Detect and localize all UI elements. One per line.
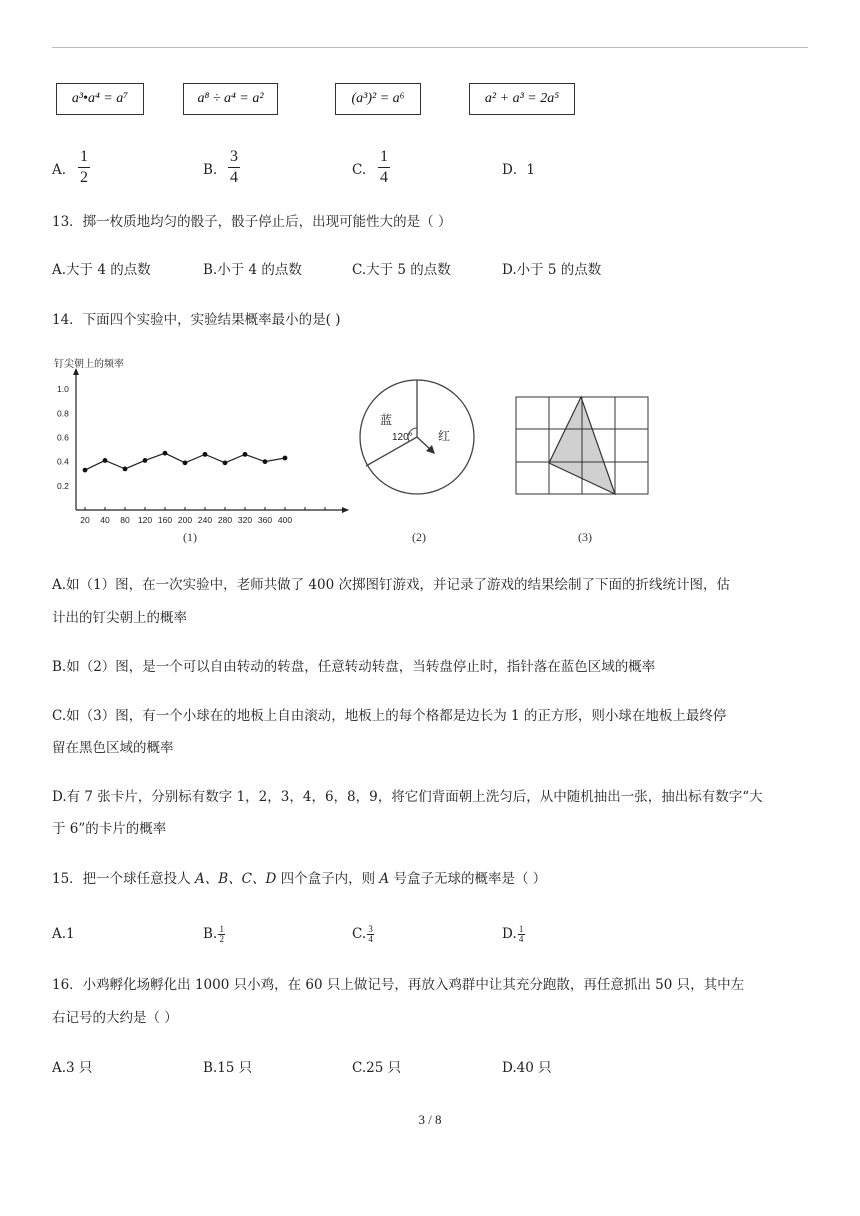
q16-stem-line2: 右记号的大约是（ ） xyxy=(52,1010,178,1026)
spinner-angle-label: 120° xyxy=(392,432,413,443)
q15-stem-part: 15．把一个球任意投人 xyxy=(52,871,195,887)
frequency-line-chart xyxy=(50,355,360,523)
figure-1-caption: (1) xyxy=(183,530,197,544)
x-tick-label: 400 xyxy=(277,515,293,523)
x-tick-label: 40 xyxy=(100,515,110,523)
option-label: C. xyxy=(352,926,367,942)
figure-2-caption: (2) xyxy=(412,530,426,544)
y-tick-label: 1.0 xyxy=(57,384,69,395)
q14-option-c-line2: 留在黑色区域的概率 xyxy=(52,740,174,756)
q14-option-a-line1: A.如（1）图，在一次实验中，老师共做了 400 次掷图钉游戏，并记录了游戏的结果绘制了下面的折线统计图，估 xyxy=(52,577,730,593)
q15-stem-part: 四个盒子内，则 xyxy=(276,871,380,887)
y-tick-label: 0.8 xyxy=(57,408,69,419)
denominator: 4 xyxy=(380,169,388,186)
y-tick-label: 0.4 xyxy=(57,456,69,467)
x-tick-label: 240 xyxy=(197,515,213,523)
q16-option-c: C.25 只 xyxy=(352,1060,402,1076)
data-point xyxy=(223,460,228,465)
q16-stem-line1: 16．小鸡孵化场孵化出 1000 只小鸡，在 60 只上做记号，再放入鸡群中让其充分跑散，再任意抓出 50 只，其中左 xyxy=(52,977,745,993)
q14-stem: 14．下面四个实验中，实验结果概率最小的是( ) xyxy=(52,312,341,328)
q15-stem-part: 号盒子无球的概率是（ ） xyxy=(389,871,547,887)
chart-title: 钉尖朝上的频率 xyxy=(54,359,124,370)
y-tick-label: 0.6 xyxy=(57,432,69,443)
grid-lines xyxy=(516,397,648,494)
data-point xyxy=(243,452,248,457)
x-tick-label: 120 xyxy=(137,515,153,523)
denominator: 4 xyxy=(518,934,524,944)
formula-card-1: a³•a⁴ = a⁷ xyxy=(56,83,144,115)
q14-option-c-line1: C.如（3）图，有一个小球在的地板上自由滚动，地板上的每个格都是边长为 1 的正方形，则小球在地板上最终停 xyxy=(52,708,727,724)
q12-option-b-label: B. xyxy=(203,162,218,178)
q12-option-a-fraction xyxy=(78,148,90,187)
page-number: 3 / 8 xyxy=(418,1112,442,1127)
q16-option-a: A.3 只 xyxy=(52,1060,93,1076)
formula-card-3: (a³)² = a⁶ xyxy=(335,83,421,115)
x-tick-label: 200 xyxy=(177,515,193,523)
spinner-label-red: 红 xyxy=(438,429,451,443)
q12-option-a-label: A. xyxy=(52,162,67,178)
data-point xyxy=(283,456,288,461)
q15-option-d-fraction xyxy=(518,925,525,944)
denominator: 4 xyxy=(230,169,238,186)
data-point xyxy=(143,458,148,463)
header-rule xyxy=(52,47,808,48)
x-tick-label: 20 xyxy=(80,515,90,523)
denominator: 2 xyxy=(80,169,88,186)
data-point xyxy=(163,451,168,456)
formula-card-2: a⁸ ÷ a⁴ = a² xyxy=(183,83,278,115)
q12-option-d: D．1 xyxy=(502,162,535,178)
numerator: 3 xyxy=(368,924,373,934)
denominator: 4 xyxy=(368,934,373,944)
q15-box-letters: A、B、C、D xyxy=(194,871,277,887)
numerator: 1 xyxy=(80,148,88,165)
q13-stem: 13．掷一枚质地均匀的骰子，骰子停止后，出现可能性大的是（ ） xyxy=(52,214,452,230)
q14-option-a-line2: 计出的钉尖朝上的概率 xyxy=(52,610,187,626)
q12-option-c-fraction xyxy=(378,148,390,187)
q15-option-b xyxy=(203,924,225,944)
x-axis-arrow-icon xyxy=(342,507,349,513)
q12-option-c-label: C. xyxy=(352,162,367,178)
x-tick-label: 160 xyxy=(157,515,173,523)
q16-option-b: B.15 只 xyxy=(203,1060,253,1076)
data-point xyxy=(103,458,108,463)
q13-option-a: A.大于 4 的点数 xyxy=(52,262,151,278)
y-tick-label: 0.2 xyxy=(57,480,69,491)
q15-option-d xyxy=(502,924,525,944)
numerator: 1 xyxy=(380,148,388,165)
spinner-pointer xyxy=(417,437,431,450)
numerator: 1 xyxy=(219,924,224,934)
q14-option-b: B.如（2）图，是一个可以自由转动的转盘，任意转动转盘，当转盘停止时，指针落在蓝色区域的概率 xyxy=(52,659,656,675)
x-tick-label: 80 xyxy=(120,515,130,523)
x-tick-label: 320 xyxy=(237,515,253,523)
q16-option-d: D.40 只 xyxy=(502,1060,552,1076)
spinner-label-blue: 蓝 xyxy=(380,413,393,427)
numerator: 1 xyxy=(518,924,524,934)
q14-option-d-line2: 于 6”的卡片的概率 xyxy=(52,821,167,837)
figure-3-caption: (3) xyxy=(578,530,592,544)
q15-option-c-fraction xyxy=(367,925,374,944)
q12-option-b-fraction xyxy=(228,148,240,187)
q15-option-a: A.1 xyxy=(52,926,75,942)
data-point xyxy=(123,466,128,471)
q13-option-b: B.小于 4 的点数 xyxy=(203,262,302,278)
denominator: 2 xyxy=(219,934,224,944)
x-tick-label: 360 xyxy=(257,515,273,523)
data-point xyxy=(183,460,188,465)
spinner-figure xyxy=(355,378,485,503)
data-point xyxy=(83,468,88,473)
floor-grid-figure xyxy=(514,395,650,497)
data-point xyxy=(203,452,208,457)
data-point xyxy=(263,459,268,464)
q13-option-d: D.小于 5 的点数 xyxy=(502,262,602,278)
numerator: 3 xyxy=(230,148,238,165)
formula-card-4: a² + a³ = 2a⁵ xyxy=(469,83,575,115)
q15-box-letter: A xyxy=(379,871,390,887)
q15-option-c xyxy=(352,924,374,944)
option-label: B. xyxy=(203,926,218,942)
option-label: D. xyxy=(502,926,517,942)
q15-stem xyxy=(52,869,546,889)
q15-option-b-fraction xyxy=(218,925,225,944)
q14-option-d-line1: D.有 7 张卡片，分别标有数字 1，2，3，4，6，8，9，将它们背面朝上洗匀后，从中随机抽出一张，抽出标有数字“大 xyxy=(52,789,763,805)
q13-option-c: C.大于 5 的点数 xyxy=(352,262,451,278)
x-tick-label: 280 xyxy=(217,515,233,523)
